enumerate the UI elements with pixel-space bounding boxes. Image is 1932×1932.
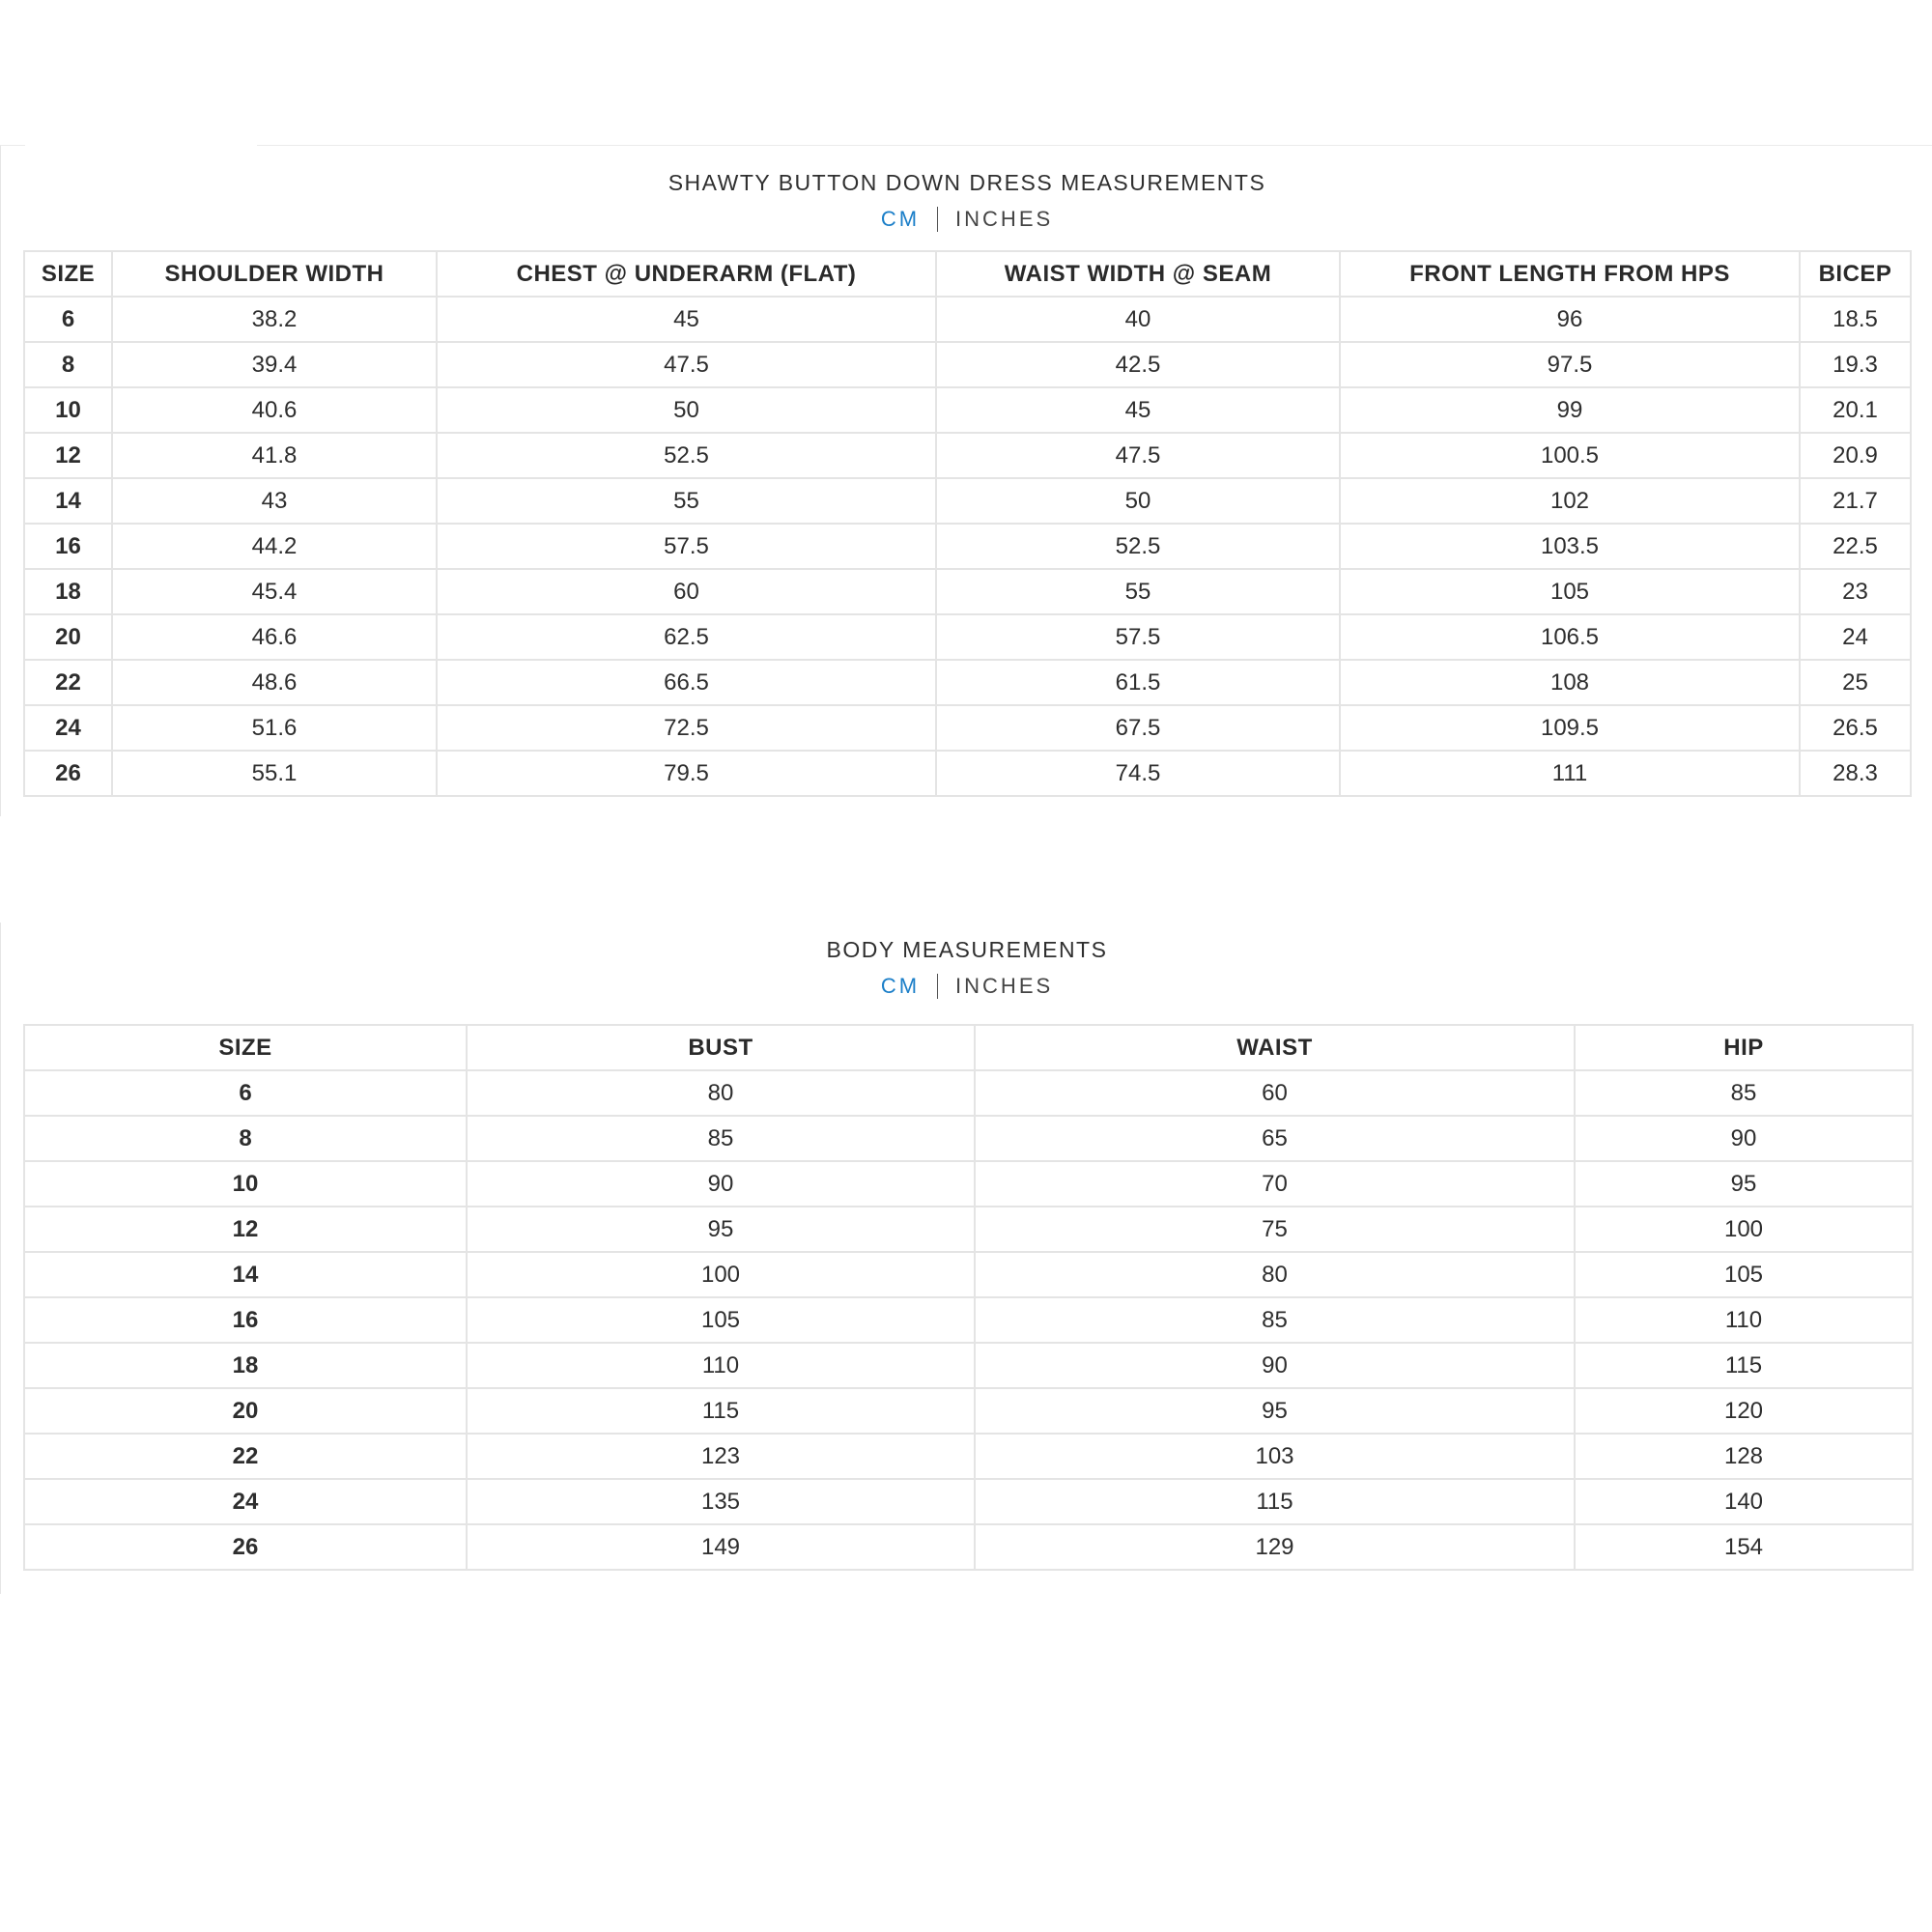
measurement-cell: 100 (1575, 1207, 1913, 1252)
measurement-cell: 129 (975, 1524, 1575, 1570)
measurement-cell: 18.5 (1800, 297, 1911, 342)
measurement-cell: 140 (1575, 1479, 1913, 1524)
table-header-row (24, 1025, 1913, 1070)
table-row (24, 1252, 1913, 1297)
dress-measurements-table (23, 250, 1912, 797)
measurement-cell: 45 (437, 297, 936, 342)
measurement-cell: 57.5 (936, 614, 1340, 660)
size-cell: 20 (24, 614, 112, 660)
body-unit-cm-button[interactable]: CM (880, 974, 921, 999)
measurement-cell: 40.6 (112, 387, 437, 433)
measurement-cell: 90 (467, 1161, 975, 1207)
unit-separator (937, 974, 938, 999)
measurement-cell: 99 (1340, 387, 1800, 433)
measurement-cell: 100 (467, 1252, 975, 1297)
size-cell: 14 (24, 478, 112, 524)
measurement-cell: 106.5 (1340, 614, 1800, 660)
measurement-cell: 149 (467, 1524, 975, 1570)
size-cell: 16 (24, 524, 112, 569)
size-cell: 16 (24, 1297, 467, 1343)
measurement-cell: 154 (1575, 1524, 1913, 1570)
measurement-cell: 57.5 (437, 524, 936, 569)
measurement-cell: 62.5 (437, 614, 936, 660)
measurement-cell: 20.9 (1800, 433, 1911, 478)
measurement-cell: 21.7 (1800, 478, 1911, 524)
size-cell: 10 (24, 387, 112, 433)
table-row (24, 1479, 1913, 1524)
body-measurements-section (0, 923, 1932, 1594)
measurement-cell: 95 (975, 1388, 1575, 1434)
measurement-cell: 39.4 (112, 342, 437, 387)
measurement-cell: 105 (1575, 1252, 1913, 1297)
measurement-cell: 74.5 (936, 751, 1340, 796)
measurement-cell: 90 (975, 1343, 1575, 1388)
column-header: BUST (467, 1025, 975, 1070)
measurement-cell: 80 (975, 1252, 1575, 1297)
measurement-cell: 128 (1575, 1434, 1913, 1479)
table-row (24, 1070, 1913, 1116)
table-row (24, 751, 1911, 796)
table-row (24, 1207, 1913, 1252)
column-header: WAIST (975, 1025, 1575, 1070)
unit-separator (937, 207, 938, 232)
measurement-cell: 123 (467, 1434, 975, 1479)
measurement-cell: 23 (1800, 569, 1911, 614)
body-measurements-title: BODY MEASUREMENTS (826, 937, 1108, 962)
measurement-cell: 102 (1340, 478, 1800, 524)
body-unit-inches-button[interactable]: INCHES (955, 974, 1054, 999)
measurement-cell: 47.5 (437, 342, 936, 387)
body-unit-toggle (1, 973, 1932, 999)
measurement-cell: 24 (1800, 614, 1911, 660)
measurement-cell: 19.3 (1800, 342, 1911, 387)
size-cell: 20 (24, 1388, 467, 1434)
size-cell: 8 (24, 342, 112, 387)
body-measurements-table (23, 1024, 1914, 1571)
measurement-cell: 50 (936, 478, 1340, 524)
measurement-cell: 20.1 (1800, 387, 1911, 433)
measurement-cell: 38.2 (112, 297, 437, 342)
measurement-cell: 65 (975, 1116, 1575, 1161)
size-cell: 6 (24, 297, 112, 342)
measurement-cell: 46.6 (112, 614, 437, 660)
measurement-cell: 41.8 (112, 433, 437, 478)
table-row (24, 1116, 1913, 1161)
measurement-cell: 95 (1575, 1161, 1913, 1207)
table-row (24, 614, 1911, 660)
size-cell: 14 (24, 1252, 467, 1297)
dress-measurements-title: SHAWTY BUTTON DOWN DRESS MEASUREMENTS (668, 170, 1266, 195)
measurement-cell: 70 (975, 1161, 1575, 1207)
measurement-cell: 47.5 (936, 433, 1340, 478)
measurement-cell: 110 (467, 1343, 975, 1388)
measurement-cell: 100.5 (1340, 433, 1800, 478)
table-row (24, 569, 1911, 614)
table-row (24, 1434, 1913, 1479)
measurement-cell: 135 (467, 1479, 975, 1524)
table-row (24, 524, 1911, 569)
table-row (24, 387, 1911, 433)
measurement-cell: 109.5 (1340, 705, 1800, 751)
measurement-cell: 52.5 (936, 524, 1340, 569)
table-row (24, 433, 1911, 478)
column-header: CHEST @ UNDERARM (FLAT) (437, 251, 936, 297)
measurement-cell: 105 (467, 1297, 975, 1343)
measurement-cell: 103 (975, 1434, 1575, 1479)
measurement-cell: 108 (1340, 660, 1800, 705)
column-header: BICEP (1800, 251, 1911, 297)
divider-gap (25, 145, 257, 147)
table-row (24, 660, 1911, 705)
measurement-cell: 44.2 (112, 524, 437, 569)
table-row (24, 1388, 1913, 1434)
measurement-cell: 97.5 (1340, 342, 1800, 387)
measurement-cell: 115 (1575, 1343, 1913, 1388)
column-header: WAIST WIDTH @ SEAM (936, 251, 1340, 297)
measurement-cell: 26.5 (1800, 705, 1911, 751)
size-cell: 12 (24, 1207, 467, 1252)
table-row (24, 1161, 1913, 1207)
measurement-cell: 50 (437, 387, 936, 433)
column-header: FRONT LENGTH FROM HPS (1340, 251, 1800, 297)
size-cell: 12 (24, 433, 112, 478)
measurement-cell: 110 (1575, 1297, 1913, 1343)
measurement-cell: 45 (936, 387, 1340, 433)
measurement-cell: 90 (1575, 1116, 1913, 1161)
size-cell: 24 (24, 1479, 467, 1524)
measurement-cell: 95 (467, 1207, 975, 1252)
size-cell: 18 (24, 569, 112, 614)
size-cell: 26 (24, 751, 112, 796)
measurement-cell: 60 (975, 1070, 1575, 1116)
size-cell: 6 (24, 1070, 467, 1116)
column-header: SIZE (24, 251, 112, 297)
size-cell: 22 (24, 660, 112, 705)
measurement-cell: 28.3 (1800, 751, 1911, 796)
measurement-cell: 55 (437, 478, 936, 524)
measurement-cell: 85 (1575, 1070, 1913, 1116)
size-cell: 22 (24, 1434, 467, 1479)
table-row (24, 478, 1911, 524)
measurement-cell: 45.4 (112, 569, 437, 614)
measurement-cell: 55.1 (112, 751, 437, 796)
table-row (24, 1297, 1913, 1343)
measurement-cell: 85 (975, 1297, 1575, 1343)
size-cell: 26 (24, 1524, 467, 1570)
column-header: SHOULDER WIDTH (112, 251, 437, 297)
measurement-cell: 25 (1800, 660, 1911, 705)
dress-unit-toggle (1, 206, 1932, 232)
measurement-cell: 111 (1340, 751, 1800, 796)
measurement-cell: 66.5 (437, 660, 936, 705)
measurement-cell: 85 (467, 1116, 975, 1161)
measurement-cell: 42.5 (936, 342, 1340, 387)
column-header: SIZE (24, 1025, 467, 1070)
measurement-cell: 103.5 (1340, 524, 1800, 569)
measurement-cell: 60 (437, 569, 936, 614)
measurement-cell: 22.5 (1800, 524, 1911, 569)
measurement-cell: 115 (975, 1479, 1575, 1524)
measurement-cell: 115 (467, 1388, 975, 1434)
measurement-cell: 120 (1575, 1388, 1913, 1434)
measurement-cell: 51.6 (112, 705, 437, 751)
measurement-cell: 40 (936, 297, 1340, 342)
size-cell: 24 (24, 705, 112, 751)
measurement-cell: 52.5 (437, 433, 936, 478)
size-cell: 8 (24, 1116, 467, 1161)
measurement-cell: 80 (467, 1070, 975, 1116)
measurement-cell: 55 (936, 569, 1340, 614)
measurement-cell: 61.5 (936, 660, 1340, 705)
measurement-cell: 79.5 (437, 751, 936, 796)
measurement-cell: 48.6 (112, 660, 437, 705)
measurement-cell: 67.5 (936, 705, 1340, 751)
table-row (24, 297, 1911, 342)
size-cell: 18 (24, 1343, 467, 1388)
measurement-cell: 105 (1340, 569, 1800, 614)
measurement-cell: 75 (975, 1207, 1575, 1252)
table-row (24, 705, 1911, 751)
measurement-cell: 72.5 (437, 705, 936, 751)
size-cell: 10 (24, 1161, 467, 1207)
table-header-row (24, 251, 1911, 297)
table-row (24, 1343, 1913, 1388)
measurement-cell: 43 (112, 478, 437, 524)
table-row (24, 1524, 1913, 1570)
column-header: HIP (1575, 1025, 1913, 1070)
dress-unit-cm-button[interactable]: CM (880, 207, 921, 232)
dress-measurements-section (0, 145, 1932, 816)
measurement-cell: 96 (1340, 297, 1800, 342)
table-row (24, 342, 1911, 387)
dress-unit-inches-button[interactable]: INCHES (955, 207, 1054, 232)
